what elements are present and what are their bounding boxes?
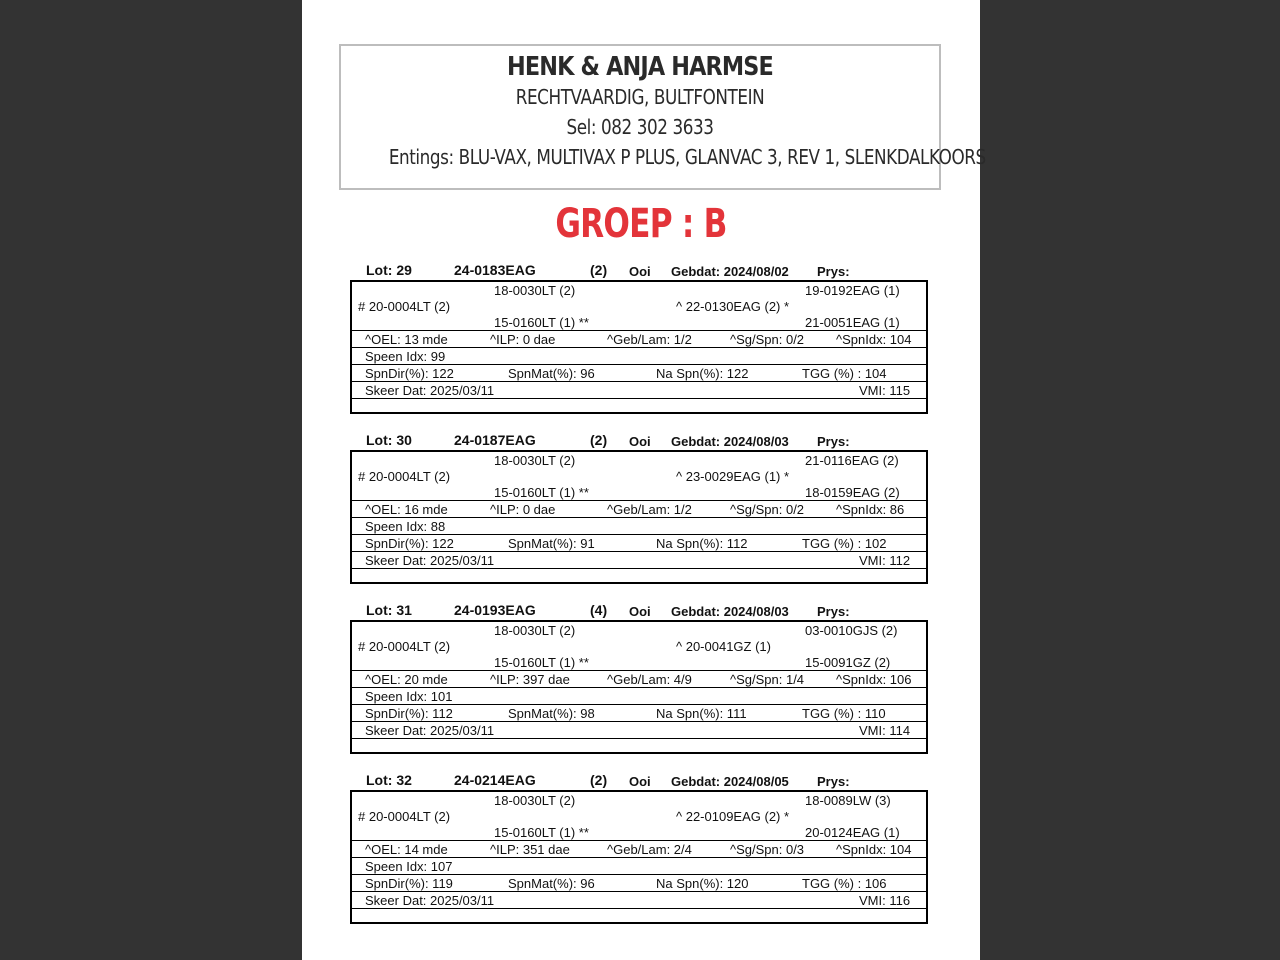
spnidx-value: ^SpnIdx: 104	[836, 332, 912, 347]
lot-number: Lot: 29	[366, 262, 412, 278]
spnmat-value: SpnMat(%): 98	[508, 706, 595, 721]
spnidx-value: ^SpnIdx: 106	[836, 672, 912, 687]
stats-row-2	[352, 347, 926, 364]
stats-row-3	[352, 534, 926, 551]
sire-sire: 18-0030LT (2)	[494, 793, 576, 808]
geb-lam-value: ^Geb/Lam: 2/4	[607, 842, 692, 857]
catalog-page	[302, 0, 986, 960]
sire-dam: 15-0160LT (1) **	[494, 825, 589, 840]
dam-dam: 21-0051EAG (1)	[805, 315, 900, 330]
lot-header	[350, 430, 928, 450]
skeer-dat-value: Skeer Dat: 2025/03/11	[365, 383, 495, 398]
dam-dam: 18-0159EAG (2)	[805, 485, 900, 500]
oel-value: ^OEL: 20 mde	[365, 672, 448, 687]
animal-id: 24-0183EAG	[454, 262, 536, 278]
spnidx-value: ^SpnIdx: 86	[836, 502, 905, 517]
tgg-value: TGG (%) : 106	[802, 876, 887, 891]
sg-spn-value: ^Sg/Spn: 1/4	[730, 672, 805, 687]
oel-value: ^OEL: 14 mde	[365, 842, 448, 857]
dam: ^ 22-0109EAG (2) *	[676, 809, 790, 824]
spndir-value: SpnDir(%): 122	[365, 366, 454, 381]
sg-spn-value: ^Sg/Spn: 0/3	[730, 842, 805, 857]
vmi-value: VMI: 115	[859, 383, 911, 398]
stats-row-1	[352, 500, 926, 517]
birth-date: Gebdat: 2024/08/02	[671, 264, 789, 279]
lot-number: Lot: 30	[366, 432, 412, 448]
lot-header	[350, 770, 928, 790]
dam: ^ 23-0029EAG (1) *	[676, 469, 790, 484]
vmi-value: VMI: 116	[859, 893, 911, 908]
sire: # 20-0004LT (2)	[358, 469, 451, 484]
speen-idx-value: Speen Idx: 101	[365, 689, 453, 704]
stats-row-2	[352, 857, 926, 874]
stats-row-3	[352, 364, 926, 381]
sire-dam: 15-0160LT (1) **	[494, 315, 589, 330]
animal-sex: Ooi	[629, 434, 651, 449]
lot-details-box	[350, 450, 928, 584]
spnmat-value: SpnMat(%): 96	[508, 876, 595, 891]
spnidx-value: ^SpnIdx: 104	[836, 842, 912, 857]
sire-dam: 15-0160LT (1) **	[494, 485, 589, 500]
stats-row-empty	[352, 568, 926, 585]
lot-header	[350, 260, 928, 280]
na-spn-value: Na Spn(%): 120	[656, 876, 749, 891]
seller-farm: RECHTVAARDIG, BULTFONTEIN	[515, 85, 765, 109]
vmi-value: VMI: 112	[859, 553, 911, 568]
stats-row-4	[352, 891, 926, 908]
skeer-dat-value: Skeer Dat: 2025/03/11	[365, 553, 495, 568]
price-label: Prys:	[817, 604, 850, 619]
stats-row-4	[352, 721, 926, 738]
dam: ^ 22-0130EAG (2) *	[676, 299, 790, 314]
stats-row-4	[352, 551, 926, 568]
sire-sire: 18-0030LT (2)	[494, 623, 576, 638]
na-spn-value: Na Spn(%): 122	[656, 366, 749, 381]
sire-dam: 15-0160LT (1) **	[494, 655, 589, 670]
geb-lam-value: ^Geb/Lam: 4/9	[607, 672, 692, 687]
seller-name: HENK & ANJA HARMSE	[507, 52, 773, 82]
lot-details-box	[350, 620, 928, 754]
ilp-value: ^ILP: 397 dae	[490, 672, 570, 687]
animal-sex: Ooi	[629, 774, 651, 789]
oel-value: ^OEL: 13 mde	[365, 332, 448, 347]
animal-count: (2)	[590, 262, 608, 278]
na-spn-value: Na Spn(%): 112	[656, 536, 748, 551]
animal-sex: Ooi	[629, 604, 651, 619]
stats-row-2	[352, 517, 926, 534]
birth-date: Gebdat: 2024/08/03	[671, 434, 789, 449]
dam-dam: 20-0124EAG (1)	[805, 825, 900, 840]
dam-sire: 18-0089LW (3)	[805, 793, 891, 808]
animal-id: 24-0187EAG	[454, 432, 536, 448]
animal-count: (2)	[590, 432, 608, 448]
ilp-value: ^ILP: 0 dae	[490, 502, 556, 517]
spnmat-value: SpnMat(%): 96	[508, 366, 595, 381]
ilp-value: ^ILP: 351 dae	[490, 842, 570, 857]
dam-sire: 03-0010GJS (2)	[805, 623, 898, 638]
lot-header	[350, 600, 928, 620]
geb-lam-value: ^Geb/Lam: 1/2	[607, 502, 692, 517]
stats-row-2	[352, 687, 926, 704]
skeer-dat-value: Skeer Dat: 2025/03/11	[365, 723, 495, 738]
speen-idx-value: Speen Idx: 107	[365, 859, 453, 874]
birth-date: Gebdat: 2024/08/03	[671, 604, 789, 619]
lot-number: Lot: 31	[366, 602, 412, 618]
ilp-value: ^ILP: 0 dae	[490, 332, 556, 347]
birth-date: Gebdat: 2024/08/05	[671, 774, 789, 789]
animal-count: (2)	[590, 772, 608, 788]
stats-row-4	[352, 381, 926, 398]
seller-header-box	[339, 44, 986, 190]
sire-sire: 18-0030LT (2)	[494, 453, 576, 468]
stats-row-3	[352, 704, 926, 721]
stats-row-1	[352, 330, 926, 347]
tgg-value: TGG (%) : 104	[802, 366, 887, 381]
stats-row-empty	[352, 908, 926, 925]
oel-value: ^OEL: 16 mde	[365, 502, 448, 517]
spndir-value: SpnDir(%): 119	[365, 876, 453, 891]
sg-spn-value: ^Sg/Spn: 0/2	[730, 502, 805, 517]
vmi-value: VMI: 114	[859, 723, 911, 738]
animal-id: 24-0214EAG	[454, 772, 536, 788]
seller-vaccines: Entings: BLU-VAX, MULTIVAX P PLUS, GLANVAC 3, REV 1, SLENKDALKOORS	[388, 145, 986, 169]
price-label: Prys:	[817, 264, 850, 279]
animal-count: (4)	[590, 602, 608, 618]
stats-row-1	[352, 670, 926, 687]
dam-sire: 21-0116EAG (2)	[805, 453, 899, 468]
sire: # 20-0004LT (2)	[358, 299, 451, 314]
lot-details-box	[350, 790, 928, 924]
spndir-value: SpnDir(%): 112	[365, 706, 453, 721]
skeer-dat-value: Skeer Dat: 2025/03/11	[365, 893, 495, 908]
geb-lam-value: ^Geb/Lam: 1/2	[607, 332, 692, 347]
animal-id: 24-0193EAG	[454, 602, 536, 618]
price-label: Prys:	[817, 434, 850, 449]
stats-row-empty	[352, 398, 926, 415]
spnmat-value: SpnMat(%): 91	[508, 536, 595, 551]
stats-row-empty	[352, 738, 926, 755]
sg-spn-value: ^Sg/Spn: 0/2	[730, 332, 805, 347]
spndir-value: SpnDir(%): 122	[365, 536, 454, 551]
stats-row-3	[352, 874, 926, 891]
na-spn-value: Na Spn(%): 111	[656, 706, 747, 721]
tgg-value: TGG (%) : 102	[802, 536, 887, 551]
lot-details-box	[350, 280, 928, 414]
stats-row-1	[352, 840, 926, 857]
tgg-value: TGG (%) : 110	[802, 706, 886, 721]
price-label: Prys:	[817, 774, 850, 789]
speen-idx-value: Speen Idx: 99	[365, 349, 446, 364]
dam-dam: 15-0091GZ (2)	[805, 655, 891, 670]
sire: # 20-0004LT (2)	[358, 809, 451, 824]
animal-sex: Ooi	[629, 264, 651, 279]
group-title: GROEP : B	[555, 201, 727, 247]
dam: ^ 20-0041GZ (1)	[676, 639, 771, 654]
speen-idx-value: Speen Idx: 88	[365, 519, 446, 534]
lot-number: Lot: 32	[366, 772, 412, 788]
seller-phone: Sel: 082 302 3633	[566, 115, 714, 139]
sire-sire: 18-0030LT (2)	[494, 283, 576, 298]
sire: # 20-0004LT (2)	[358, 639, 451, 654]
dam-sire: 19-0192EAG (1)	[805, 283, 900, 298]
